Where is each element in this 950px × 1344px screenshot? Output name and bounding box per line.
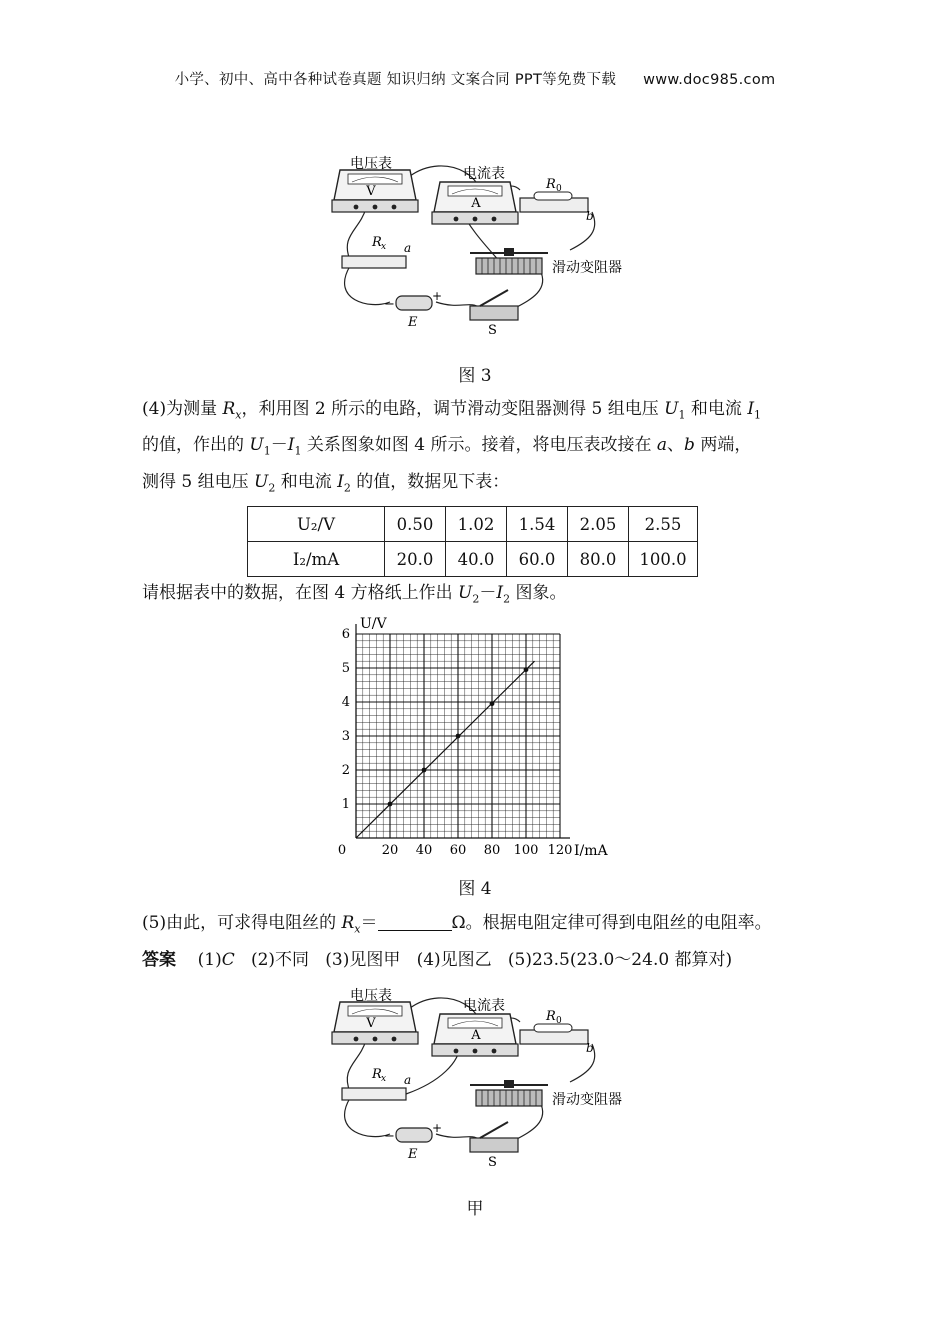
data-point <box>490 701 495 706</box>
y-tick-label: 1 <box>341 797 350 812</box>
table-cell: 20.0 <box>385 542 446 577</box>
rx-sub: x <box>381 1074 387 1084</box>
fig-jia-caption: 甲 <box>466 1199 484 1219</box>
rx-label: R <box>372 235 382 250</box>
q4-line-2: 的值，作出的 $U_1-I_1$ 关系图象如图 4 所示。接着，将电压表改接在 a、b 两端， <box>142 435 752 458</box>
answer-line: 答案 (1)C (2)不同 (3)见图甲 (4)见图乙 (5)23.5(23.0～24.0 都算对) <box>142 950 733 970</box>
y-tick-label: 5 <box>341 661 350 676</box>
table-cell: 1.02 <box>446 507 507 542</box>
ammeter-letter: A <box>471 1028 481 1043</box>
table-row-label: U₂/V <box>248 507 385 542</box>
battery-label: E <box>408 315 418 330</box>
battery-label: E <box>408 1147 418 1162</box>
x-tick-label: 80 <box>483 843 501 858</box>
voltmeter-label: 电压表 <box>350 988 392 1004</box>
circuit-figure-3 <box>320 150 640 350</box>
r0-sub: 0 <box>556 1016 562 1026</box>
data-table <box>247 506 698 577</box>
table-row <box>248 507 698 542</box>
x-axis-label: I/mA <box>574 843 608 859</box>
y-tick-label: 4 <box>341 695 350 710</box>
voltmeter-letter: V <box>366 184 376 199</box>
ammeter-label: 电流表 <box>463 998 505 1014</box>
terminal-b: b <box>586 209 594 223</box>
table-cell: 2.05 <box>568 507 629 542</box>
table-cell: 80.0 <box>568 542 629 577</box>
data-point <box>422 768 427 773</box>
x-tick-label: 120 <box>547 843 573 858</box>
battery-minus: − <box>384 297 395 312</box>
answer-label: 答案 <box>142 950 176 970</box>
table-cell: 1.54 <box>507 507 568 542</box>
question-5: (5)由此，可求得电阻丝的 $R_x= \Omega$。根据电阻定律可得到电阻丝的电阻率。 <box>142 913 772 936</box>
fig3-caption: 图 3 <box>458 366 492 386</box>
table-cell: 0.50 <box>385 507 446 542</box>
q4-line-3: 测得 5 组电压 $U_2$ 和电流 $I_2$ 的值，数据见下表： <box>142 471 510 495</box>
x-tick-label: 100 <box>513 843 539 858</box>
ammeter-label: 电流表 <box>463 166 505 182</box>
r0-label: R <box>546 1009 556 1024</box>
r0-sub: 0 <box>556 184 562 194</box>
u-i-chart <box>330 612 620 862</box>
voltmeter-label: 电压表 <box>350 156 392 172</box>
fig4-caption: 图 4 <box>458 879 492 899</box>
x-tick-label: 60 <box>449 843 467 858</box>
x-tick-label: 40 <box>415 843 433 858</box>
table-cell: 40.0 <box>446 542 507 577</box>
header-url[interactable]: www.doc985.com <box>643 72 776 88</box>
y-axis-label: U/V <box>360 616 387 632</box>
rheostat-label: 滑动变阻器 <box>552 1092 622 1108</box>
battery-minus: − <box>384 1129 395 1144</box>
switch-label: S <box>488 323 497 338</box>
battery-plus: + <box>432 1121 443 1135</box>
table-cell: 2.55 <box>629 507 698 542</box>
rx-label: R <box>372 1067 382 1082</box>
voltmeter-letter: V <box>366 1016 376 1031</box>
q4-instruction: 请根据表中的数据，在图 4 方格纸上作出 $U_2-I_2$ 图象。 <box>142 583 567 606</box>
question-4 <box>142 394 842 503</box>
battery-plus: + <box>432 289 443 303</box>
data-point <box>456 734 461 739</box>
x-tick-label: 20 <box>381 843 399 858</box>
table-cell: 100.0 <box>629 542 698 577</box>
switch-label: S <box>488 1155 497 1170</box>
answer-blank[interactable] <box>378 912 452 931</box>
terminal-b: b <box>586 1041 594 1055</box>
y-tick-label: 2 <box>341 763 350 778</box>
page-header <box>0 68 950 89</box>
ammeter-letter: A <box>471 196 481 211</box>
y-tick-label: 6 <box>341 627 350 642</box>
table-cell: 60.0 <box>507 542 568 577</box>
table-row-label: I₂/mA <box>248 542 385 577</box>
data-point <box>388 802 393 807</box>
rheostat-label: 滑动变阻器 <box>552 260 622 276</box>
terminal-a: a <box>404 1073 412 1087</box>
y-tick-label: 3 <box>341 729 350 744</box>
rx-sub: x <box>381 242 387 252</box>
q4-line-1: (4)为测量 $R_x$，利用图 2 所示的电路，调节滑动变阻器测得 5 组电压 $U_1$ 和电流 $I_1$ <box>142 399 762 422</box>
circuit-figure-jia <box>320 982 640 1182</box>
header-text: 小学、初中、高中各种试卷真题 知识归纳 文案合同 PPT等免费下载 <box>174 72 617 88</box>
data-point <box>524 667 529 672</box>
terminal-a: a <box>404 241 412 255</box>
x-tick-label: 0 <box>337 843 347 858</box>
r0-label: R <box>546 177 556 192</box>
table-row <box>248 542 698 577</box>
